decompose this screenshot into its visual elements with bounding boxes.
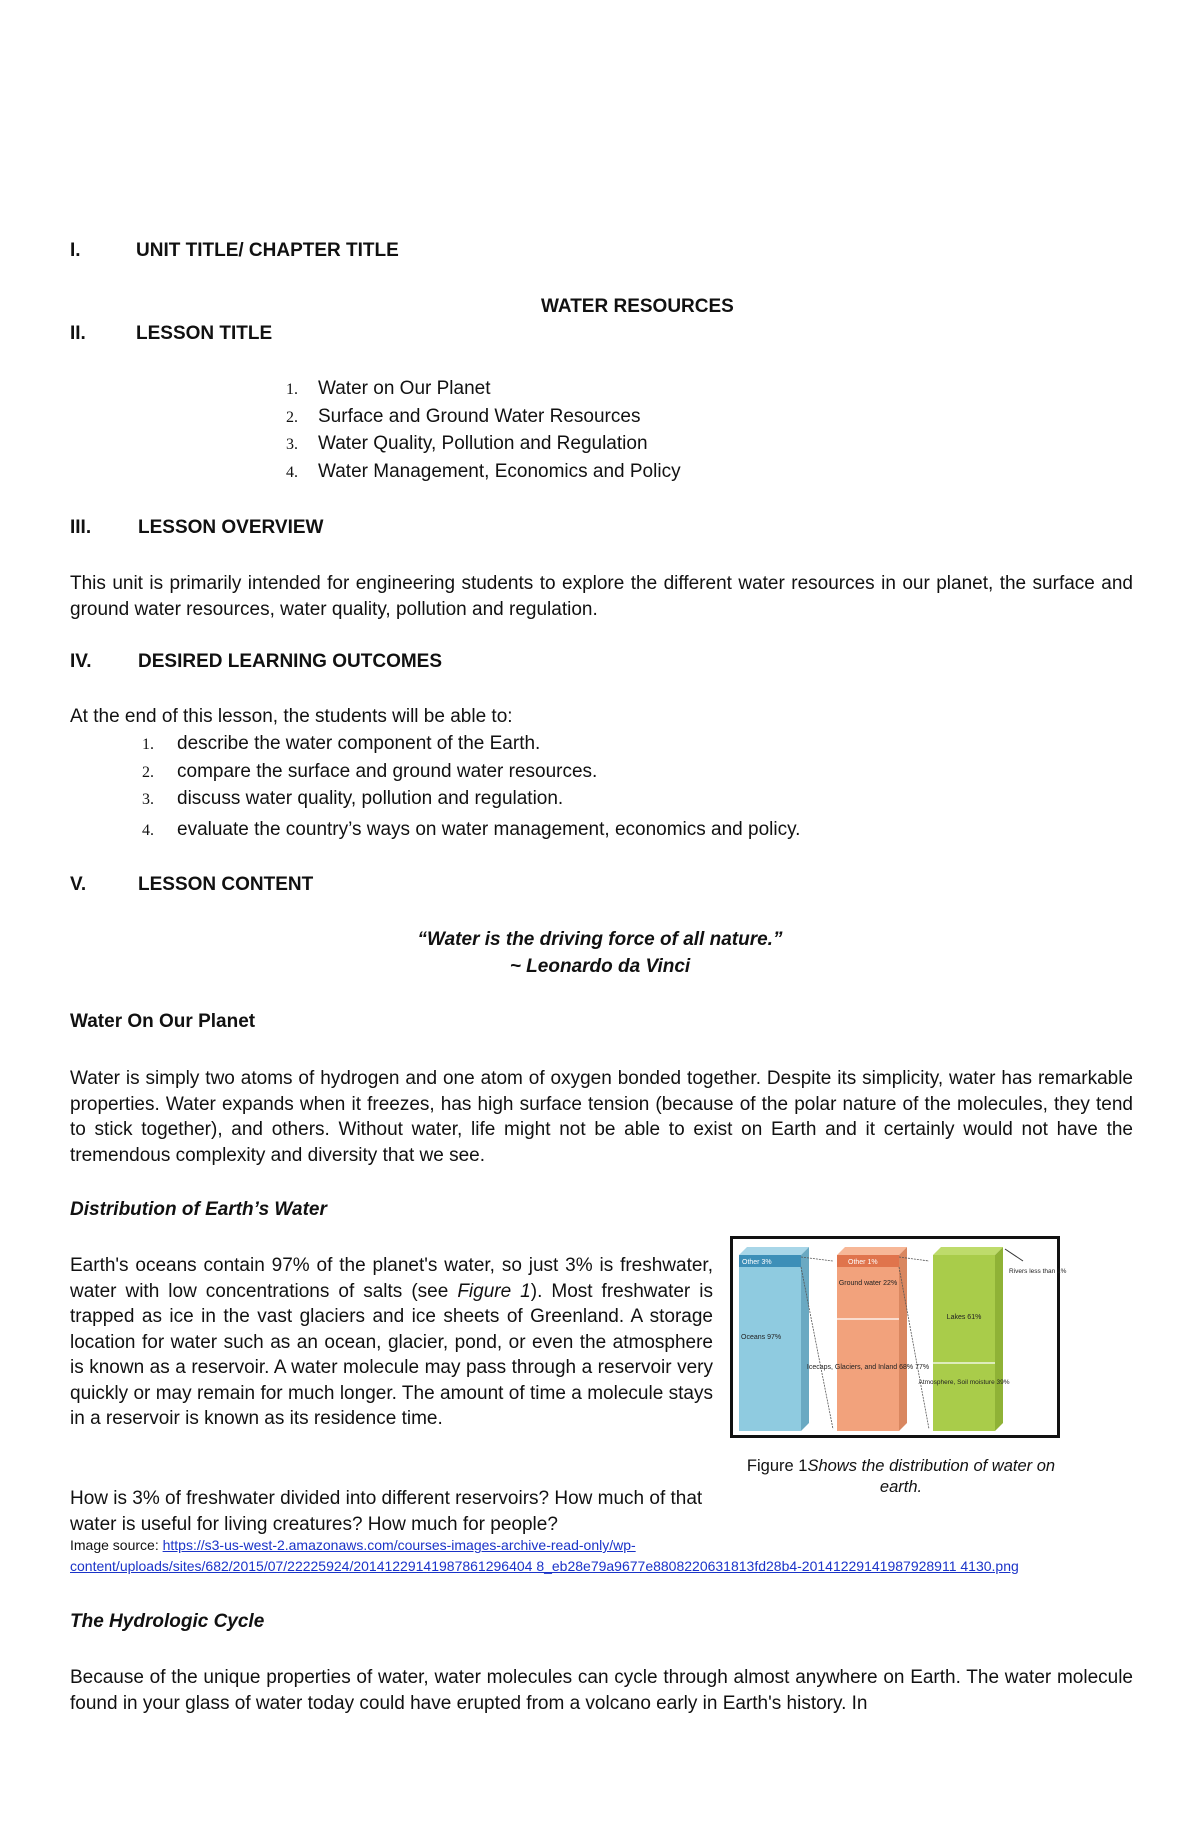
list-number: 1. bbox=[286, 381, 298, 398]
quote-author: ~ Leonardo da Vinci bbox=[509, 956, 691, 977]
hydro-heading: The Hydrologic Cycle bbox=[70, 1611, 265, 1632]
column-top bbox=[933, 1247, 1003, 1255]
water-distribution-diagram bbox=[733, 1239, 1067, 1435]
section-1-numeral: I. bbox=[70, 240, 81, 261]
label-oceans: Oceans 97% bbox=[741, 1334, 782, 1341]
list-number: 4. bbox=[286, 464, 298, 481]
label-ice: Icecaps, Glaciers, and Inland 68% 77% bbox=[806, 1364, 930, 1371]
image-source-link-continued[interactable]: content/uploads/sites/682/2015/07/22225924/20141229141987861296404 8_eb28e79a9677e8808220631813fd28b4-20141229141987928911 4130.png bbox=[70, 1558, 1019, 1574]
planet-paragraph: Water is simply two atoms of hydrogen and one atom of oxygen bonded together. Despite its simplicity, water has remarkable properties. Water expands when it freezes, has high surface tension (because of the polar nature of the molecules, they tend to stick together), and others. Without water, life might not be able to exist on Earth and it certainly would not have the tremendous complexity and diversity that we see. bbox=[70, 1068, 1133, 1166]
section-2-title: LESSON TITLE bbox=[136, 323, 273, 344]
label-ground: Ground water 22% bbox=[838, 1280, 898, 1287]
unit-name: WATER RESOURCES bbox=[541, 296, 734, 317]
lesson-title-item: Water Quality, Pollution and Regulation bbox=[318, 433, 648, 454]
list-number: 1. bbox=[142, 736, 154, 753]
label-other-mid: Other 1% bbox=[848, 1259, 878, 1266]
list-number: 2. bbox=[286, 409, 298, 426]
outcome-item: discuss water quality, pollution and regulation. bbox=[177, 788, 564, 809]
water-distribution-figure bbox=[730, 1236, 1067, 1438]
outcome-item: compare the surface and ground water resources. bbox=[177, 761, 598, 782]
column-top bbox=[739, 1247, 809, 1255]
freshwater-column-blue bbox=[739, 1255, 801, 1431]
section-4-numeral: IV. bbox=[70, 651, 92, 672]
questions-paragraph: How is 3% of freshwater divided into different reservoirs? How much of that water is useful for living creatures? How much for people? bbox=[70, 1488, 703, 1535]
caption-text: Shows the distribution of water on earth. bbox=[807, 1457, 1056, 1496]
lesson-title-item: Water on Our Planet bbox=[318, 378, 491, 399]
distribution-paragraph bbox=[70, 1253, 713, 1432]
label-lakes: Lakes 61% bbox=[946, 1314, 982, 1321]
label-atmo: Atmosphere, Soil moisture 39% bbox=[918, 1379, 1010, 1386]
rivers-pointer bbox=[1005, 1249, 1023, 1261]
figure-reference: Figure 1 bbox=[457, 1280, 531, 1302]
label-other-left: Other 3% bbox=[742, 1259, 772, 1266]
section-5-numeral: V. bbox=[70, 874, 87, 895]
column-side bbox=[995, 1247, 1003, 1431]
caption-prefix: Figure 1 bbox=[746, 1457, 808, 1475]
distribution-heading: Distribution of Earth’s Water bbox=[70, 1199, 327, 1220]
column-top bbox=[837, 1247, 907, 1255]
hydro-paragraph: Because of the unique properties of water, water molecules can cycle through almost anywhere on Earth. The water molecule found in your glass of water today could have erupted from a volcano early in Earth's history. In bbox=[70, 1667, 1133, 1714]
image-source-line-2 bbox=[70, 1558, 1019, 1574]
section-2-numeral: II. bbox=[70, 323, 86, 344]
label-rivers: Rivers less than 1% bbox=[1009, 1268, 1067, 1275]
list-number: 3. bbox=[142, 791, 154, 808]
distribution-text-a: Earth's oceans contain 97% of the planet's water, so just 3% is freshwater, water with low concentrations of salts (see bbox=[70, 1255, 713, 1302]
image-source bbox=[70, 1537, 636, 1553]
list-number: 3. bbox=[286, 436, 298, 453]
planet-heading: Water On Our Planet bbox=[70, 1011, 256, 1032]
lesson-title-item: Surface and Ground Water Resources bbox=[318, 406, 641, 427]
quote-text: “Water is the driving force of all nature.” bbox=[417, 929, 783, 950]
figure-caption bbox=[736, 1456, 1066, 1498]
outcome-item: describe the water component of the Earth. bbox=[177, 733, 541, 754]
image-source-link[interactable]: https://s3-us-west-2.amazonaws.com/courses-images-archive-read-only/wp- bbox=[162, 1537, 636, 1553]
overview-paragraph: This unit is primarily intended for engineering students to explore the different water resources in our planet, the surface and ground water resources, water quality, pollution and regulation. bbox=[70, 573, 1133, 620]
list-number: 4. bbox=[142, 822, 154, 839]
section-3-title: LESSON OVERVIEW bbox=[138, 517, 324, 538]
freshwater-column-green bbox=[933, 1255, 995, 1431]
list-number: 2. bbox=[142, 764, 154, 781]
section-5-title: LESSON CONTENT bbox=[138, 874, 314, 895]
section-3-numeral: III. bbox=[70, 517, 92, 538]
section-1-title: UNIT TITLE/ CHAPTER TITLE bbox=[136, 240, 399, 261]
lesson-title-item: Water Management, Economics and Policy bbox=[318, 461, 681, 482]
section-4-title: DESIRED LEARNING OUTCOMES bbox=[138, 651, 443, 672]
distribution-text-b: ). Most freshwater is trapped as ice in the vast glaciers and ice sheets of Greenland. A storage location for water such as an ocean, glacier, pond, or even the atmosphere is known as a reservoir. A water molecule may pass through a reservoir very quickly or may remain for much longer. The amount of time a molecule stays in a reservoir is known as its residence time. bbox=[70, 1280, 713, 1429]
outcome-item: evaluate the country’s ways on water management, economics and policy. bbox=[177, 819, 801, 840]
image-source-label: Image source: bbox=[70, 1537, 163, 1553]
outcomes-intro: At the end of this lesson, the students will be able to: bbox=[70, 706, 513, 727]
